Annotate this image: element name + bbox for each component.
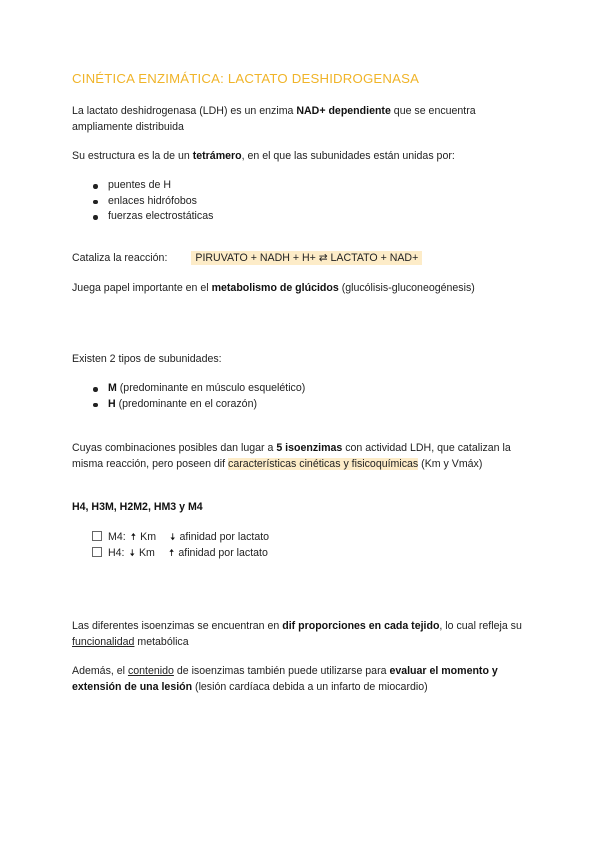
arrow-up-icon: 🠅 bbox=[130, 532, 137, 543]
isoenzyme-combinations: H4, H3M, H2M2, HM3 y M4 bbox=[72, 501, 203, 513]
page-title: CINÉTICA ENZIMÁTICA: LACTATO DESHIDROGENASA bbox=[72, 71, 420, 86]
lesion-paragraph: Además, el contenido de isoenzimas también puede utilizarse para evaluar el momento y extensión de una lesión (lesión cardíaca debida a un infarto de miocardio) bbox=[72, 665, 498, 693]
metabolism-paragraph: Juega papel importante en el metabolismo de glúcidos (glucólisis-gluconeogénesis) bbox=[72, 282, 475, 294]
arrow-up-icon: 🠅 bbox=[168, 548, 175, 559]
checklist-item-m4[interactable]: M4: 🠅 Km 🠇 afinidad por lactato bbox=[92, 529, 269, 546]
list-item: enlaces hidrófobos bbox=[72, 194, 532, 210]
checklist-item-h4[interactable]: H4: 🠇 Km 🠅 afinidad por lactato bbox=[92, 545, 268, 562]
reaction-line: Cataliza la reacción: PIRUVATO + NADH + H+ ⇄ LACTATO + NAD+ bbox=[72, 251, 532, 267]
checkbox[interactable] bbox=[92, 547, 102, 557]
isoenzymes-paragraph: Cuyas combinaciones posibles dan lugar a 5 isoenzimas con actividad LDH, que catalizan la misma reacción, pero poseen dif características cinéticas y fisicoquímicas (Km y Vmáx) bbox=[72, 442, 511, 470]
intro-paragraph: La lactato deshidrogenasa (LDH) es un enzima NAD+ dependiente que se encuentra ampliamente distribuida bbox=[72, 105, 476, 133]
subunits-list bbox=[72, 381, 532, 412]
bonds-list bbox=[72, 178, 532, 225]
list-item: M (predominante en músculo esquelético) bbox=[72, 381, 532, 397]
arrow-down-icon: 🠇 bbox=[129, 548, 135, 559]
arrow-down-icon: 🠇 bbox=[170, 532, 176, 543]
list-item: fuerzas electrostáticas bbox=[72, 209, 532, 225]
list-item: puentes de H bbox=[72, 178, 532, 194]
reaction-equation: PIRUVATO + NADH + H+ ⇄ LACTATO + NAD+ bbox=[191, 251, 422, 265]
subunits-intro: Existen 2 tipos de subunidades: bbox=[72, 353, 222, 365]
list-item: H (predominante en el corazón) bbox=[72, 397, 532, 413]
structure-paragraph: Su estructura es la de un tetrámero, en el que las subunidades están unidas por: bbox=[72, 150, 455, 162]
checkbox[interactable] bbox=[92, 531, 102, 541]
tissue-paragraph: Las diferentes isoenzimas se encuentran en dif proporciones en cada tejido, lo cual refleja su funcionalidad metabólica bbox=[72, 620, 522, 648]
